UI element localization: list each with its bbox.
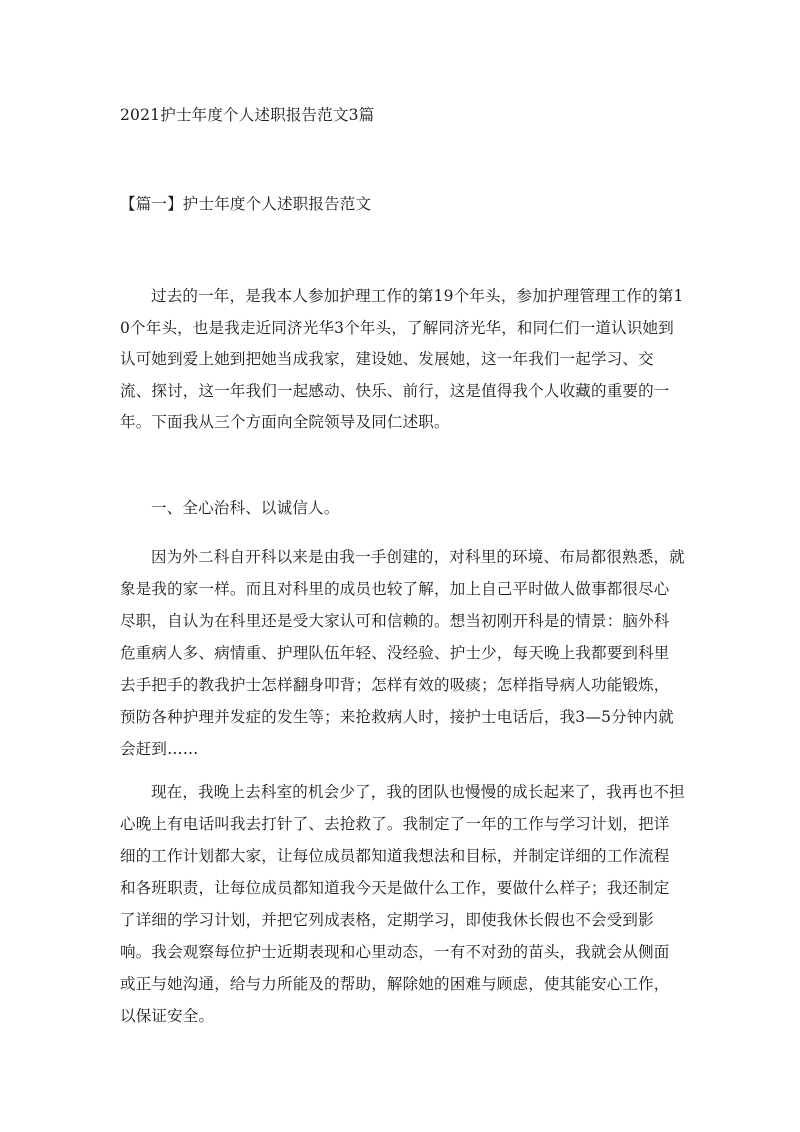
heading-one: 一、全心治科、以诚信人。	[151, 499, 340, 517]
body-paragraph-two: 现在，我晚上去科室的机会少了，我的团队也慢慢的成长起来了，我再也不担心晚上有电话叫我去打针了、去抢救了。我制定了一年的工作与学习计划，把详细的工作计划都大家，让每位成员都知道我想法和目标，并制定详细的工作流程和各班职责，让每位成员都知道我今天是做什么工作，要做什么样子；我还制定了详细的学习计划，并把它列成表格，定期学习，即使我休长假也不会受到影响。我会观察每位护士近期表现和心里动态，一有不对劲的苗头，我就会从侧面或正与她沟通，给与力所能及的帮助，解除她的困难与顾虑，使其能安心工作，以保证安全。	[120, 783, 685, 1025]
body-paragraph-one: 因为外二科自开科以来是由我一手创建的，对科里的环境、布局都很熟悉，就象是我的家一样。而且对科里的成员也较了解，加上自己平时做人做事都很尽心尽职，自认为在科里还是受大家认可和信赖的。想当初刚开科是的情景：脑外科危重病人多、病情重、护理队伍年轻、没经验、护士少，每天晚上我都要到科里去手把手的教我护士怎样翻身叩背；怎样有效的吸痰；怎样指导病人功能锻炼，预防各种护理并发症的发生等；来抢救病人时，接护士电话后，我3—5分钟内就会赶到……	[120, 548, 685, 758]
intro-paragraph: 过去的一年，是我本人参加护理工作的第19个年头，参加护理管理工作的第10个年头，也是我走近同济光华3个年头，了解同济光华，和同仁们一道认识她到认可她到爱上她到把她当成我家，建设她、发展她，这一年我们一起学习、交流、探讨，这一年我们一起感动、快乐、前行，这是值得我个人收藏的重要的一年。下面我从三个方面向全院领导及同仁述职。	[120, 287, 684, 431]
document-title: 2021护士年度个人述职报告范文3篇	[120, 106, 375, 124]
section-title: 【篇一】护士年度个人述职报告范文	[120, 195, 372, 213]
